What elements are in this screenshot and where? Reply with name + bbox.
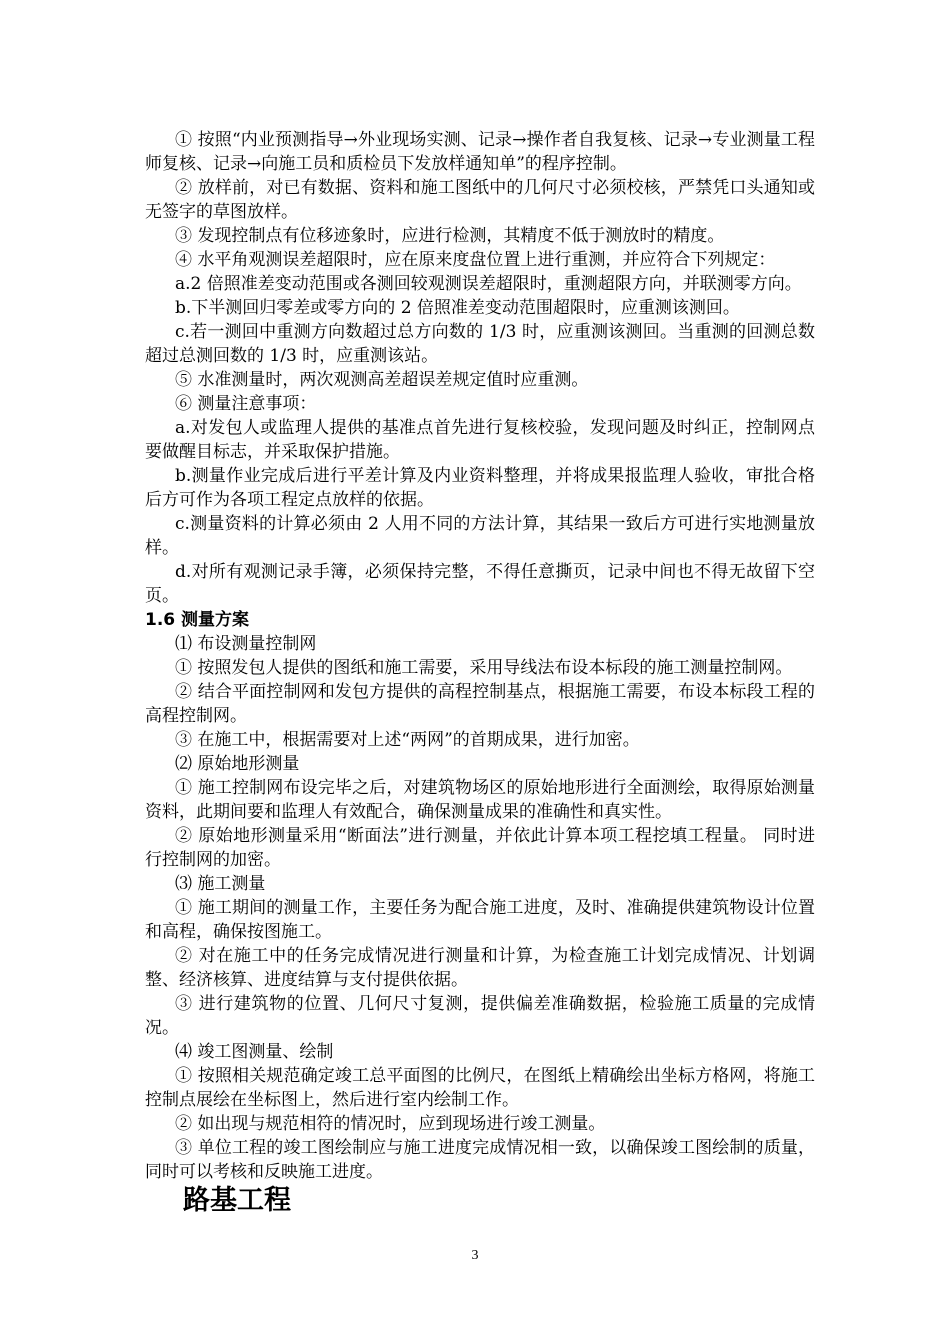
paragraph: ⑥ 测量注意事项： — [175, 394, 317, 414]
paragraph: ③ 进行建筑物的位置、几何尺寸复测，提供偏差准确数据，检验施工质量的完成情况。 — [145, 994, 815, 1038]
page-number: 3 — [471, 1248, 479, 1263]
body-text — [145, 128, 815, 1184]
paragraph: ① 施工控制网布设完毕之后，对建筑物场区的原始地形进行全面测绘，取得原始测量资料，此期间要和监理人有效配合，确保测量成果的准确性和真实性。 — [145, 778, 815, 822]
paragraph: ④ 水平角观测误差超限时，应在原来度盘位置上进行重测，并应符合下列规定： — [175, 250, 776, 270]
paragraph: ⑷ 竣工图测量、绘制 — [175, 1042, 334, 1062]
chapter-title: 路基工程 — [183, 1185, 291, 1216]
paragraph: ① 按照发包人提供的图纸和施工需要，采用导线法布设本标段的施工测量控制网。 — [175, 658, 793, 678]
paragraph: ⑶ 施工测量 — [175, 874, 266, 894]
paragraph: ② 原始地形测量采用“断面法”进行测量，并依此计算本项工程挖填工程量。 同时进行控制网的加密。 — [145, 826, 815, 870]
paragraph: ① 按照“内业预测指导→外业现场实测、记录→操作者自我复核、记录→专业测量工程师复核、记录→向施工员和质检员下发放样通知单”的程序控制。 — [145, 130, 815, 174]
paragraph: d.对所有观测记录手簿，必须保持完整，不得任意撕页，记录中间也不得无故留下空页。 — [145, 562, 815, 606]
paragraph: ⑤ 水准测量时，两次观测高差超误差规定值时应重测。 — [175, 370, 589, 390]
paragraph: b.下半测回归零差或零方向的 2 倍照准差变动范围超限时，应重测该测回。 — [175, 298, 740, 318]
paragraph: a.2 倍照准差变动范围或各测回较观测误差超限时，重测超限方向，并联测零方向。 — [175, 274, 802, 294]
paragraph: ② 放样前，对已有数据、资料和施工图纸中的几何尺寸必须校核，严禁凭口头通知或无签字的草图放样。 — [145, 178, 815, 222]
paragraph: c.若一测回中重测方向数超过总方向数的 1/3 时，应重测该测回。当重测的回测总数超过总测回数的 1/3 时，应重测该站。 — [145, 322, 815, 366]
paragraph: c.测量资料的计算必须由 2 人用不同的方法计算，其结果一致后方可进行实地测量放样。 — [145, 514, 815, 558]
paragraph: ① 施工期间的测量工作，主要任务为配合施工进度，及时、准确提供建筑物设计位置和高程，确保按图施工。 — [145, 898, 815, 942]
paragraph: ① 按照相关规范确定竣工总平面图的比例尺，在图纸上精确绘出坐标方格网，将施工控制点展绘在坐标图上，然后进行室内绘制工作。 — [145, 1066, 815, 1110]
paragraph: ② 对在施工中的任务完成情况进行测量和计算，为检查施工计划完成情况、计划调整、经济核算、进度结算与支付提供依据。 — [145, 946, 815, 990]
paragraph: b.测量作业完成后进行平差计算及内业资料整理，并将成果报监理人验收，审批合格后方可作为各项工程定点放样的依据。 — [145, 466, 815, 510]
paragraph: ③ 发现控制点有位移迹象时，应进行检测，其精度不低于测放时的精度。 — [175, 226, 725, 246]
paragraph: ② 结合平面控制网和发包方提供的高程控制基点，根据施工需要，布设本标段工程的高程控制网。 — [145, 682, 815, 726]
paragraph: ⑵ 原始地形测量 — [175, 754, 300, 774]
section-heading: 1.6 测量方案 — [145, 610, 250, 630]
paragraph: ③ 在施工中，根据需要对上述“两网”的首期成果，进行加密。 — [175, 730, 640, 750]
paragraph: ⑴ 布设测量控制网 — [175, 634, 317, 654]
paragraph: ② 如出现与规范相符的情况时，应到现场进行竣工测量。 — [175, 1114, 606, 1134]
paragraph: a.对发包人或监理人提供的基准点首先进行复核校验，发现问题及时纠正，控制网点要做醒目标志，并采取保护措施。 — [145, 418, 815, 462]
paragraph: ③ 单位工程的竣工图绘制应与施工进度完成情况相一致，以确保竣工图绘制的质量，同时可以考核和反映施工进度。 — [145, 1138, 815, 1182]
